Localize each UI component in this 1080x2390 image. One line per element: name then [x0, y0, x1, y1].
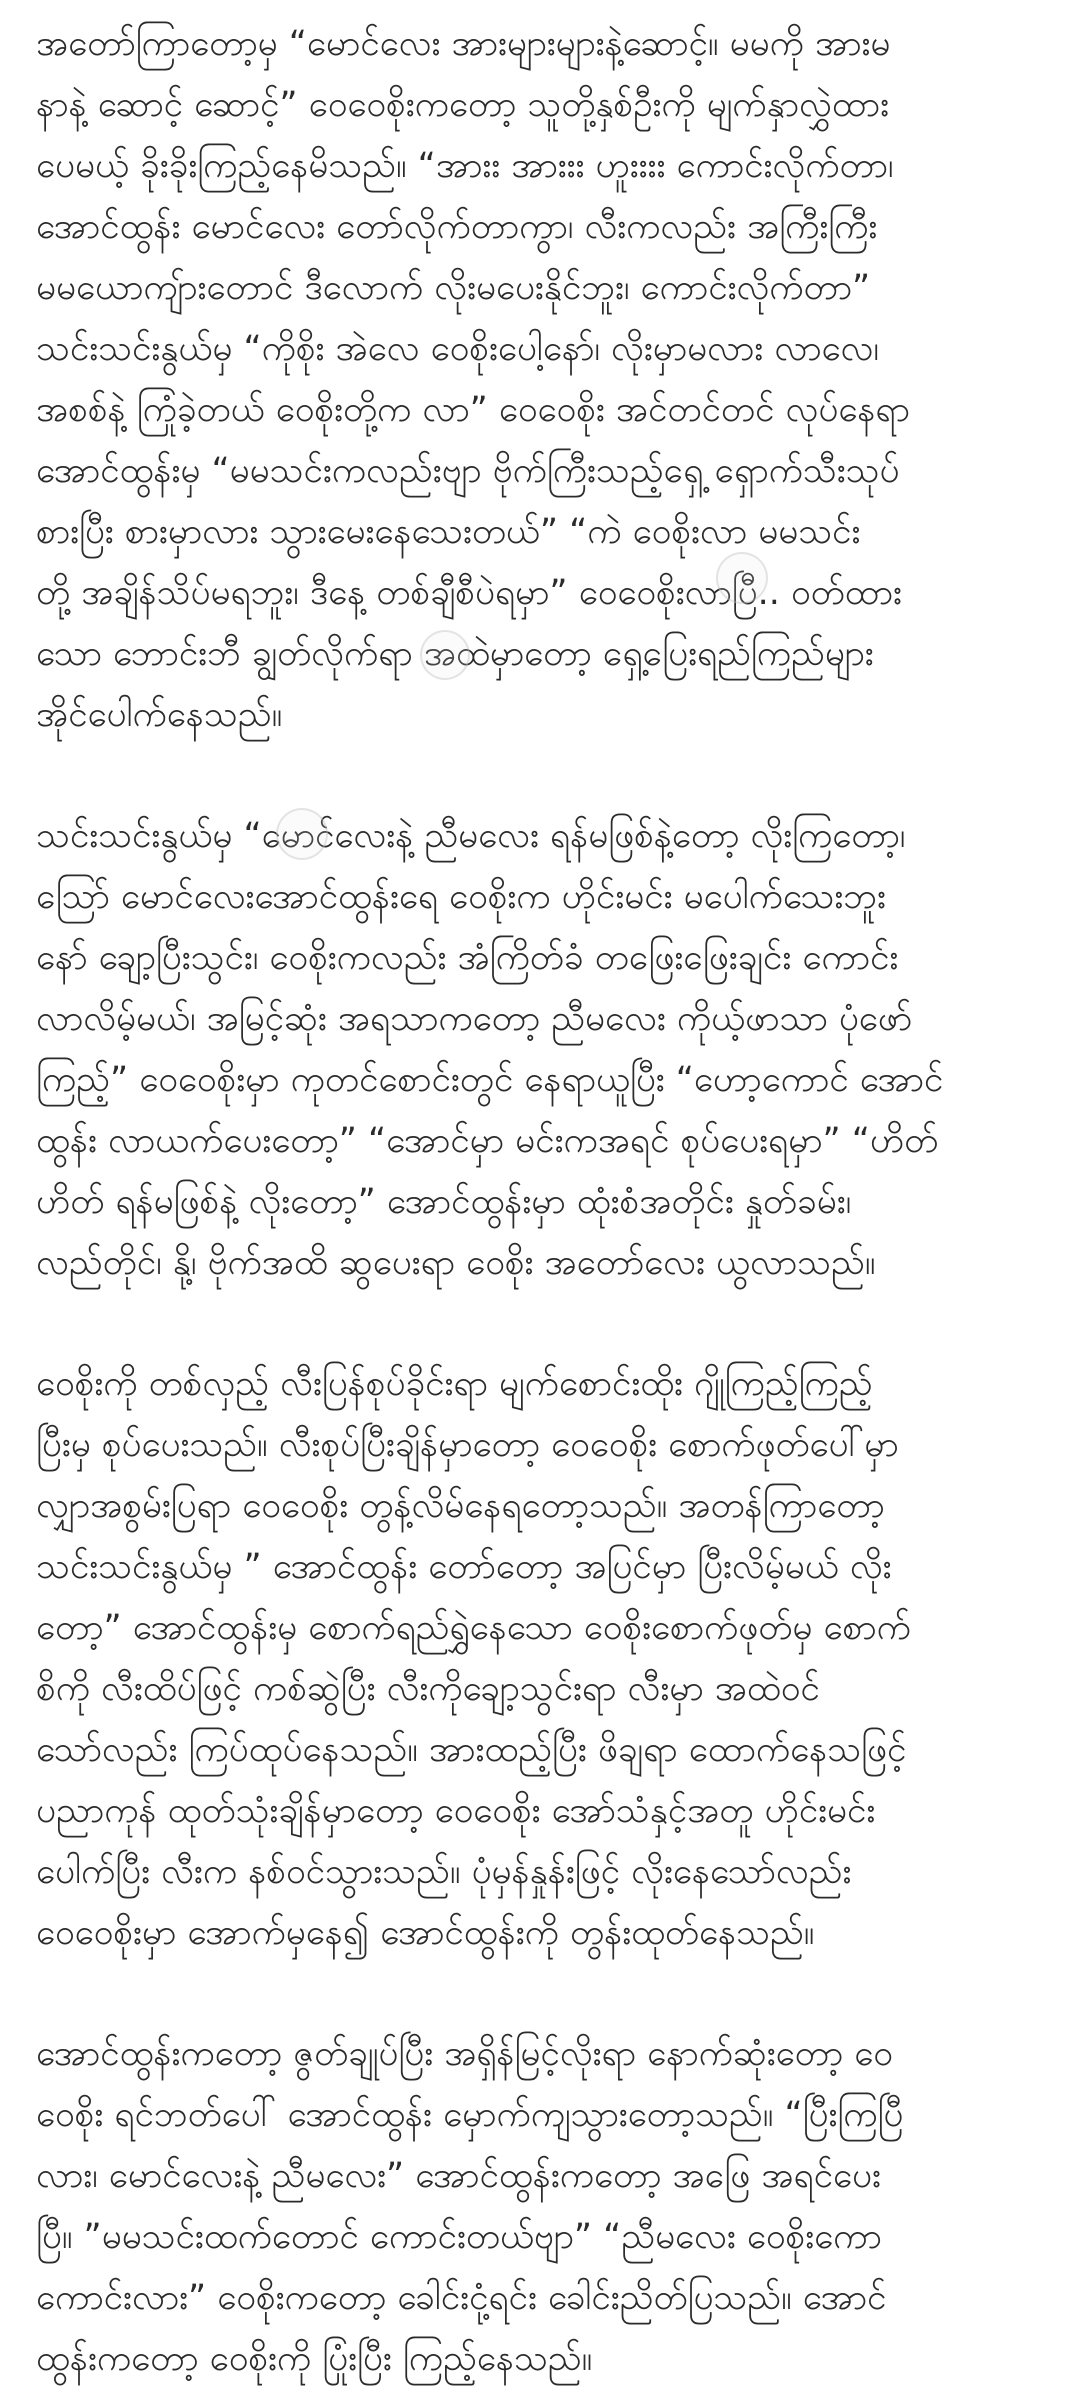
paragraph-1 — [36, 14, 1044, 746]
paragraph-4 — [36, 2024, 1044, 2379]
touch-indicator — [276, 808, 328, 860]
text-line: သင်းသင်းနွယ်မှ “မောင်လေးနဲ့ ညီမလေး ရန်မဖြစ်နဲ့တော့ လိုးကြတော့၊ — [36, 816, 906, 856]
paragraph-2 — [36, 806, 1044, 1294]
text-line: ဟိတ် ရန်မဖြစ်နဲ့ လိုးတော့” အောင်ထွန်းမှာ ထုံးစံအတိုင်း နှုတ်ခမ်း၊ — [36, 1182, 852, 1222]
text-line: လည်တိုင်၊ နို့၊ ဗိုက်အထိ ဆွပေးရာ ဝေစိုး အတော်လေး ယွလာသည်။ — [36, 1243, 876, 1283]
text-line: အောင်ထွန်းကတော့ ဇွတ်ချုပ်ပြီး အရှိန်မြင့်လိုးရာ နောက်ဆုံးတော့ ဝေ — [36, 2034, 893, 2074]
paragraph-3 — [36, 1354, 1044, 1964]
text-line: တော့” အောင်ထွန်းမှ စောက်ရည်ရွှဲနေသော ဝေစိုးစောက်ဖုတ်မှ စောက် — [36, 1608, 911, 1648]
text-line: သင်းသင်းနွယ်မှ ” အောင်ထွန်း တော်တော့ အပြင်မှာ ပြီးလိမ့်မယ် လိုး — [36, 1547, 892, 1587]
text-line: ထွန်းကတော့ ဝေစိုးကို ပြုံးပြီး ကြည့်နေသည်။ — [36, 2339, 593, 2379]
text-line: မမယောကျ်ားတောင် ဒီလောက် လိုးမပေးနိုင်ဘူး၊ ကောင်းလိုက်တာ” — [36, 268, 871, 308]
text-line: ထွန်း လာယက်ပေးတော့” “အောင်မှာ မင်းကအရင် စုပ်ပေးရမှာ” “ဟိတ် — [36, 1121, 939, 1161]
text-line: ကောင်းလား” ဝေစိုးကတော့ ခေါင်းငုံ့ရင်း ခေါင်းညိတ်ပြသည်။ အောင် — [36, 2278, 887, 2318]
text-line: အတော်ကြာတော့မှ “မောင်လေး အားများများနဲ့ဆောင့်။ မမကို အားမ — [36, 24, 891, 64]
text-line: ပညာကုန် ထုတ်သုံးချိန်မှာတော့ ဝေဝေစိုး အော်သံနှင့်အတူ ဟိုင်းမင်း — [36, 1791, 876, 1831]
text-line: အောင်ထွန်း မောင်လေး တော်လိုက်တာကွာ၊ လီးကလည်း အကြီးကြီး — [36, 207, 878, 247]
text-line: နော် ချော့ပြီးသွင်း၊ ဝေစိုးကလည်း အံကြိတ်ခံ တဖြေးဖြေးချင်း ကောင်း — [36, 938, 899, 978]
text-line: စားပြီး စားမှာလား သွားမေးနေသေးတယ်” “ကဲ ဝေစိုးလာ မမသင်း — [36, 512, 861, 552]
text-line: ဝေစိုးကို တစ်လှည့် လီးပြန်စုပ်ခိုင်းရာ မျက်စောင်းထိုး ဂျိုကြည့်ကြည့် — [36, 1364, 873, 1404]
text-line: အောင်ထွန်းမှ “မမသင်းကလည်းဗျာ ဗိုက်ကြီးသည့်ရှေ့ ရှောက်သီးသုပ် — [36, 451, 900, 491]
text-line: ပြီ။ ”မမသင်းထက်တောင် ကောင်းတယ်ဗျာ” “ညီမလေး ဝေစိုးကော — [36, 2217, 882, 2257]
touch-indicator — [420, 630, 470, 680]
text-line: ဝေစိုး ရင်ဘတ်ပေါ် အောင်ထွန်း မှောက်ကျသွားတော့သည်။ “ပြီးကြပြီ — [36, 2095, 904, 2135]
text-line: လား၊ မောင်လေးနဲ့ ညီမလေး” အောင်ထွန်းကတော့ အဖြေ အရင်ပေး — [36, 2156, 881, 2196]
text-line: နာနဲ့ ဆောင့် ဆောင့်” ဝေဝေစိုးကတော့ သူတို့နှစ်ဦးကို မျက်နှာလွှဲထား — [36, 85, 889, 125]
touch-indicator — [716, 552, 768, 604]
text-line: စိကို လီးထိပ်ဖြင့် ကစ်ဆွဲပြီး လီးကိုချော့သွင်းရာ လီးမှာ အထဲဝင် — [36, 1669, 820, 1709]
text-line: ကြည့်” ဝေဝေစိုးမှာ ကုတင်စောင်းတွင် နေရာယူပြီး “ဟော့ကောင် အောင် — [36, 1060, 944, 1100]
text-line: သော ဘောင်းဘီ ချွတ်လိုက်ရာ အထဲမှာတော့ ရှေ့ပြေးရည်ကြည်များ — [36, 634, 874, 674]
text-line: လာလိမ့်မယ်၊ အမြင့်ဆုံး အရသာကတော့ ညီမလေး ကိုယ့်ဖာသာ ပုံဖော် — [36, 999, 913, 1039]
text-line: ပြီးမှ စုပ်ပေးသည်။ လီးစုပ်ပြီးချိန်မှာတော့ ဝေဝေစိုး စောက်ဖုတ်ပေါ်မှာ — [36, 1425, 899, 1465]
text-line: ဩော် မောင်လေးအောင်ထွန်းရေ ဝေစိုးက ဟိုင်းမင်း မပေါက်သေးဘူး — [36, 877, 886, 917]
text-line: ဝေဝေစိုးမှာ အောက်မှနေ၍ အောင်ထွန်းကို တွန်းထုတ်နေသည်။ — [36, 1913, 815, 1953]
text-line: အိုင်ပေါက်နေသည်။ — [36, 695, 283, 735]
text-line: ပေါက်ပြီး လီးက နစ်ဝင်သွားသည်။ ပုံမှန်နှုန်းဖြင့် လိုးနေသော်လည်း — [36, 1852, 852, 1892]
text-line: အစစ်နဲ့ ကြုံခဲ့တယ် ဝေစိုးတို့က လာ” ဝေဝေစိုး အင်တင်တင် လုပ်နေရာ — [36, 390, 910, 430]
text-line: သော်လည်း ကြပ်ထုပ်နေသည်။ အားထည့်ပြီး ဖိချရာ ထောက်နေသဖြင့် — [36, 1730, 907, 1770]
text-line: တို့ အချိန်သိပ်မရဘူး၊ ဒီနေ့ တစ်ချီစီပဲရမှာ” ဝေဝေစိုးလာပြီ.. ဝတ်ထား — [36, 573, 902, 613]
text-line: သင်းသင်းနွယ်မှ “ကိုစိုး အဲလေ ဝေစိုးပေါ့နော်၊ လိုးမှာမလား လာလေ၊ — [36, 329, 879, 369]
text-line: ပေမယ့် ခိုးခိုးကြည့်နေမိသည်။ “အားး အားးး ဟူးးးး ကောင်းလိုက်တာ၊ — [36, 146, 894, 186]
text-line: လျှာအစွမ်းပြရာ ဝေဝေစိုး တွန့်လိမ်နေရတော့သည်။ အတန်ကြာတော့ — [36, 1486, 885, 1526]
